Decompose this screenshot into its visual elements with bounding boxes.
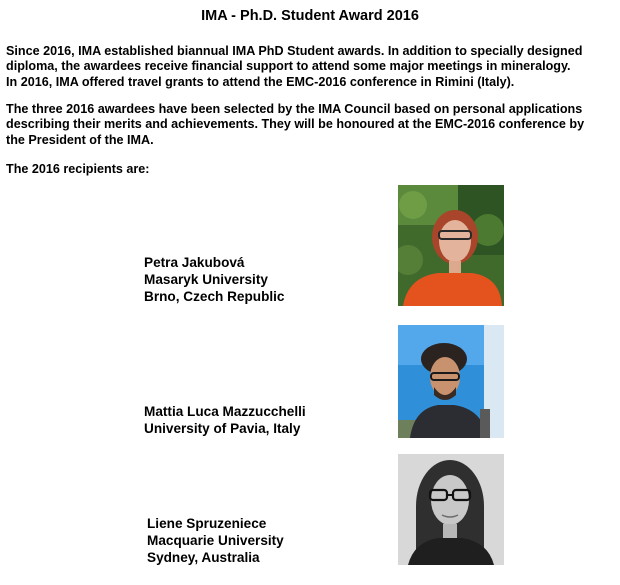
recipient-name: Petra Jakubová (144, 255, 245, 270)
recipients-intro: The 2016 recipients are: (6, 162, 150, 176)
recipient-location: Brno, Czech Republic (144, 289, 285, 304)
intro-line-2: diploma, the awardees receive financial support to attend some major meetings in mineralogy. (6, 59, 571, 74)
selection-line-1: The three 2016 awardees have been selected by the IMA Council based on personal applications (6, 102, 583, 116)
recipient-3-info (147, 515, 284, 566)
recipient-name: Liene Spruzeniece (147, 516, 267, 531)
recipient-affiliation: Masaryk University (144, 272, 268, 287)
recipient-1-photo (398, 185, 504, 306)
recipient-affiliation: Macquarie University (147, 533, 284, 548)
selection-line-3: the President of the IMA. (6, 132, 154, 147)
recipient-affiliation: University of Pavia, Italy (144, 421, 301, 436)
recipient-location: Sydney, Australia (147, 550, 260, 565)
intro-line-1: Since 2016, IMA established biannual IMA PhD Student awards. In addition to specially designed (6, 44, 583, 58)
selection-line-2: describing their merits and achievements. They will be honoured at the EMC-2016 conference by (6, 117, 585, 132)
page-title: IMA - Ph.D. Student Award 2016 (201, 8, 419, 24)
recipient-2-info (144, 403, 306, 437)
selection-paragraph (6, 102, 616, 148)
recipient-3-photo (398, 454, 504, 565)
recipient-name: Mattia Luca Mazzucchelli (144, 404, 306, 419)
recipient-1-info (144, 254, 284, 305)
intro-line-3: In 2016, IMA offered travel grants to attend the EMC-2016 conference in Rimini (Italy). (6, 74, 515, 89)
recipient-2-photo (398, 325, 504, 438)
intro-paragraph (6, 44, 616, 90)
